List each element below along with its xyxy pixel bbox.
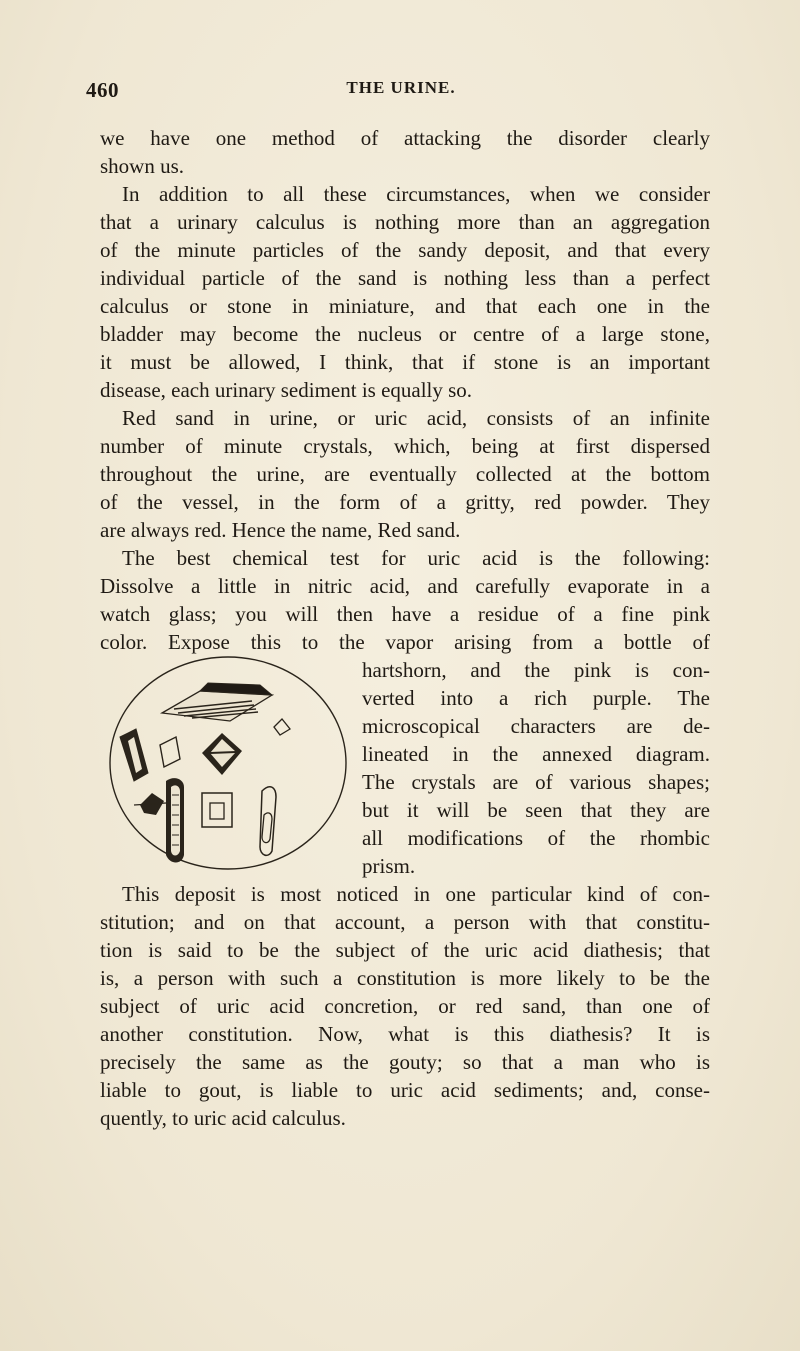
text-line: calculus or stone in miniature, and that each one in the <box>100 294 710 318</box>
text-line: precisely the same as the gouty; so that a man who is <box>100 1050 710 1074</box>
text-line: In addition to all these circumstances, when we consider <box>122 182 710 206</box>
text-line: Red sand in urine, or uric acid, consists of an infinite <box>122 406 710 430</box>
text-line: Dissolve a little in nitric acid, and carefully evaporate in a <box>100 574 710 598</box>
text-line: prism. <box>362 854 416 878</box>
text-line: subject of uric acid concretion, or red sand, than one of <box>100 994 710 1018</box>
text-line: This deposit is most noticed in one particular kind of con- <box>122 882 710 906</box>
text-line: of the vessel, in the form of a gritty, red powder. They <box>100 490 710 514</box>
text-line: quently, to uric acid calculus. <box>100 1106 346 1130</box>
text-line: we have one method of attacking the disorder clearly <box>100 126 710 150</box>
text-line: that a urinary calculus is nothing more than an aggregation <box>100 210 710 234</box>
text-line: microscopical characters are de- <box>362 714 710 738</box>
text-line: but it will be seen that they are <box>362 798 710 822</box>
text-line: throughout the urine, are eventually collected at the bottom <box>100 462 710 486</box>
text-line: bladder may become the nucleus or centre of a large stone, <box>100 322 710 346</box>
page-header <box>86 78 716 108</box>
text-line: individual particle of the sand is nothing less than a perfect <box>100 266 710 290</box>
text-line: all modifications of the rhombic <box>362 826 710 850</box>
text-line: tion is said to be the subject of the uric acid diathesis; that <box>100 938 710 962</box>
text-line: disease, each urinary sediment is equally so. <box>100 378 473 402</box>
text-line: shown us. <box>100 154 185 178</box>
text-line: is, a person with such a constitution is more likely to be the <box>100 966 710 990</box>
text-line: another constitution. Now, what is this diathesis? It is <box>100 1022 710 1046</box>
text-line: of the minute particles of the sandy deposit, and that every <box>100 238 710 262</box>
text-line: lineated in the annexed diagram. <box>362 742 710 766</box>
text-line: number of minute crystals, which, being at first dispersed <box>100 434 710 458</box>
text-line: hartshorn, and the pink is con- <box>362 658 710 682</box>
text-line: color. Expose this to the vapor arising from a bottle of <box>100 630 710 654</box>
running-head: THE URINE. <box>346 78 456 97</box>
crystal-diagram <box>104 655 352 900</box>
uric-acid-crystals-icon <box>104 655 352 900</box>
text-line: stitution; and on that account, a person with that constitu- <box>100 910 710 934</box>
text-line: watch glass; you will then have a residue of a fine pink <box>100 602 710 626</box>
page-number: 460 <box>86 78 119 102</box>
text-line: are always red. Hence the name, Red sand. <box>100 518 461 542</box>
text-line: verted into a rich purple. The <box>362 686 710 710</box>
text-line: The crystals are of various shapes; <box>362 770 710 794</box>
text-line: liable to gout, is liable to uric acid sediments; and, conse- <box>100 1078 710 1102</box>
text-line: it must be allowed, I think, that if stone is an important <box>100 350 710 374</box>
text-line: The best chemical test for uric acid is the following: <box>122 546 710 570</box>
